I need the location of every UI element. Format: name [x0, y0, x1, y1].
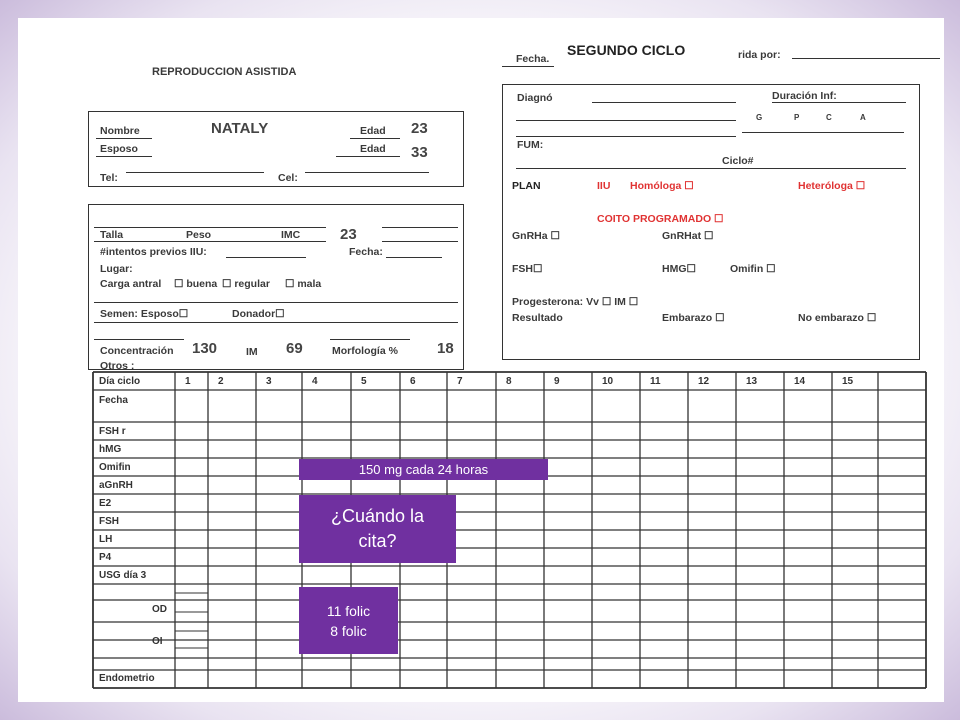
row-label-2: Omifin [99, 462, 131, 473]
donador-label: Donador☐ [232, 308, 285, 320]
progesterona-label: Progesterona: Vv ☐ IM ☐ [512, 296, 639, 308]
day-number-3: 3 [266, 376, 272, 387]
duracion-label: Duración Inf: [772, 90, 837, 102]
iiu-label: IIU [597, 180, 611, 192]
form-title: REPRODUCCION ASISTIDA [152, 66, 297, 78]
day-number-8: 8 [506, 376, 512, 387]
endometrio-label: Endometrio [99, 673, 155, 684]
talla-label: Talla [100, 229, 124, 241]
carga-buena: ☐ buena [174, 278, 218, 290]
edad-label: Edad [360, 125, 386, 137]
cycle-overlay: SEGUNDO CICLO [567, 42, 686, 58]
nombre-label: Nombre [100, 125, 140, 137]
c-label: C [826, 113, 832, 122]
appointment-question: ¿Cuándo la cita? [330, 506, 425, 551]
tel-label: Tel: [100, 172, 118, 184]
imc-label: IMC [281, 229, 301, 241]
folic-count-box [299, 587, 398, 654]
carga-label: Carga antral [100, 278, 162, 290]
carga-regular: ☐ regular [222, 278, 270, 290]
homologa-label: Homóloga ☐ [630, 180, 694, 192]
otros-label: Otros : [100, 360, 135, 372]
row-label-7: P4 [99, 552, 112, 563]
day-number-10: 10 [602, 376, 614, 387]
peso-label: Peso [186, 229, 212, 241]
row-label-5: FSH [99, 516, 119, 527]
day-number-5: 5 [361, 376, 367, 387]
day-number-1: 1 [185, 376, 191, 387]
row-label-6: LH [99, 534, 113, 545]
referida-label: rida por: [738, 49, 781, 61]
edad-value: 23 [411, 120, 428, 137]
gnrha-label: GnRHa ☐ [512, 230, 560, 242]
od-label: OD [152, 604, 167, 615]
plan-label: PLAN [512, 180, 541, 192]
day-number-11: 11 [650, 376, 661, 387]
p-label: P [794, 113, 800, 122]
gnrhat-label: GnRHat ☐ [662, 230, 714, 242]
nombre-value: NATALY [211, 120, 269, 137]
row-label-1: hMG [99, 444, 122, 455]
od-folic-value: 11 folic [326, 602, 371, 619]
no-embarazo-label: No embarazo ☐ [798, 312, 877, 324]
day-number-9: 9 [554, 376, 560, 387]
dia-ciclo-label: Día ciclo [99, 376, 141, 387]
fecha-row-label: Fecha [99, 395, 128, 406]
ciclo-label: Ciclo# [722, 155, 754, 167]
esposo-edad-value: 33 [411, 144, 428, 161]
plan-fsh-label: FSH☐ [512, 263, 543, 275]
coito-label: COITO PROGRAMADO ☐ [597, 213, 724, 225]
plan-omifin-label: Omifin ☐ [730, 263, 776, 275]
carga-mala: ☐ mala [285, 278, 322, 290]
lugar-label: Lugar: [100, 263, 133, 275]
day-number-6: 6 [410, 376, 416, 387]
row-label-0: FSH r [99, 426, 126, 437]
im-value: 69 [286, 340, 303, 357]
usg-label: USG día 3 [99, 570, 147, 581]
oi-label: OI [152, 636, 163, 647]
day-number-15: 15 [842, 376, 854, 387]
row-label-4: E2 [99, 498, 112, 509]
a-label: A [860, 113, 866, 122]
cel-label: Cel: [278, 172, 298, 184]
day-number-12: 12 [698, 376, 710, 387]
day-number-7: 7 [457, 376, 463, 387]
row-label-3: aGnRH [99, 480, 133, 491]
g-label: G [756, 113, 763, 122]
day-number-14: 14 [794, 376, 806, 387]
intentos-label: #intentos previos IIU: [100, 246, 207, 258]
concentracion-value: 130 [192, 340, 218, 357]
oi-folic-value: 8 folic [330, 622, 367, 639]
omifin-dose-banner: 150 mg cada 24 horas [299, 459, 548, 480]
im-label: IM [246, 346, 258, 358]
clinical-fecha-label: Fecha: [349, 246, 383, 258]
fum-label: FUM: [517, 139, 544, 151]
heterologa-label: Heteróloga ☐ [798, 180, 866, 192]
embarazo-label: Embarazo ☐ [662, 312, 725, 324]
imc-value: 23 [340, 226, 357, 243]
plan-hmg-label: HMG☐ [662, 263, 696, 275]
morfologia-value: 18 [437, 340, 454, 357]
diagnostico-label: Diagnó [517, 92, 553, 104]
day-number-4: 4 [312, 376, 318, 387]
morfologia-label: Morfología % [332, 345, 398, 357]
fecha-header-label: Fecha. [516, 53, 550, 65]
esposo-edad-label: Edad [360, 143, 386, 155]
day-number-2: 2 [218, 376, 224, 387]
appointment-question-box [299, 495, 456, 563]
semen-label: Semen: Esposo☐ [100, 308, 189, 320]
day-number-13: 13 [746, 376, 758, 387]
resultado-label: Resultado [512, 312, 563, 324]
esposo-label: Esposo [100, 143, 138, 155]
concentracion-label: Concentración [100, 345, 174, 357]
